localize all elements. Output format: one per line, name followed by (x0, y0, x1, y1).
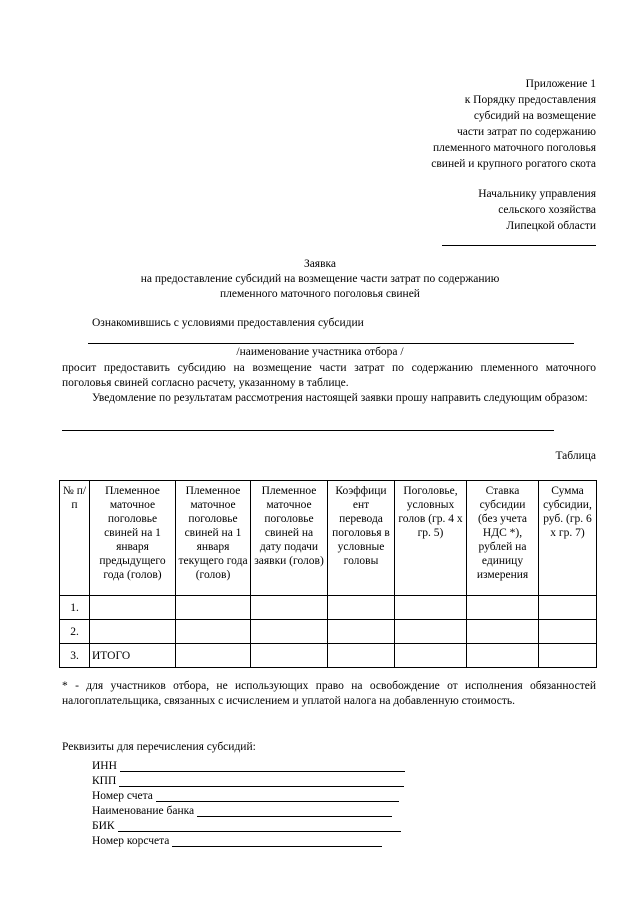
table-cell[interactable] (395, 596, 467, 620)
addressee-line: Начальнику управления (478, 188, 596, 200)
corr-account-input-line[interactable] (172, 835, 382, 847)
column-header: Поголовье, условных голов (гр. 4 х гр. 5) (395, 481, 467, 596)
appendix-line: к Порядку предоставления (464, 94, 596, 106)
table-cell[interactable] (176, 596, 251, 620)
table-cell[interactable] (328, 644, 395, 668)
notice-paragraph: Уведомление по результатам рассмотрения настоящей заявки прошу направить следующим образом: (92, 392, 588, 404)
appendix-line: свиней и крупного рогатого скота (431, 158, 596, 170)
addressee-name-line (442, 241, 596, 246)
addressee-line: сельского хозяйства (498, 204, 596, 216)
subsidy-calculation-table (59, 480, 597, 668)
request-paragraph: просит предоставить субсидию на возмещение части затрат по содержанию племенного маточного поголовья свиней согласно расчету, указанному в таблице. (62, 362, 596, 389)
table-cell[interactable] (539, 596, 597, 620)
appendix-line: части затрат по содержанию (457, 126, 596, 138)
requisite-label: Наименование банка (92, 805, 195, 817)
table-cell[interactable] (176, 620, 251, 644)
row-number: 1. (60, 596, 90, 620)
requisite-bik (92, 817, 401, 832)
title-line: на предоставление субсидий на возмещение части затрат по содержанию (140, 273, 500, 285)
bik-input-line[interactable] (118, 820, 401, 832)
addressee-line: Липецкой области (506, 220, 596, 232)
column-header: Племенное маточное поголовье свиней на 1 января текущего года (голов) (176, 481, 251, 596)
table-cell[interactable] (395, 644, 467, 668)
kpp-input-line[interactable] (119, 775, 404, 787)
participant-name-caption: /наименование участника отбора / (236, 346, 404, 358)
requisite-corr-account (92, 832, 382, 847)
table-cell[interactable] (251, 644, 328, 668)
appendix-line: Приложение 1 (525, 78, 596, 90)
table-cell[interactable] (395, 620, 467, 644)
table-header-row (60, 481, 597, 596)
requisite-label: Номер счета (92, 790, 153, 802)
account-input-line[interactable] (156, 790, 399, 802)
familiar-text: Ознакомившись с условиями предоставления субсидии (92, 317, 364, 329)
title-line: племенного маточного поголовья свиней (220, 288, 420, 300)
table-cell[interactable] (539, 620, 597, 644)
column-header: Ставка субсидии (без учета НДС *), рублей на единицу измерения (467, 481, 539, 596)
total-label: ИТОГО (90, 644, 176, 668)
bank-input-line[interactable] (197, 805, 392, 817)
requisite-label: Номер корсчета (92, 835, 170, 847)
notice-method-line (62, 430, 554, 431)
table-cell[interactable] (90, 596, 176, 620)
column-header: Племенное маточное поголовье свиней на 1 января предыдущего года (голов) (90, 481, 176, 596)
table-cell[interactable] (467, 644, 539, 668)
table-cell[interactable] (328, 620, 395, 644)
column-header: Сумма субсидии, руб. (гр. 6 х гр. 7) (539, 481, 597, 596)
title-heading: Заявка (303, 258, 337, 270)
requisite-label: КПП (92, 775, 117, 787)
appendix-header (431, 76, 596, 246)
table-row (60, 620, 597, 644)
column-header: № п/п (60, 481, 90, 596)
table-total-row (60, 644, 597, 668)
requisite-inn (92, 757, 405, 772)
table-cell[interactable] (467, 620, 539, 644)
document-title (0, 257, 640, 302)
column-header: Коэффици ент перевода поголовья в условные головы (328, 481, 395, 596)
appendix-line: субсидий на возмещение (473, 110, 596, 122)
requisite-kpp (92, 772, 404, 787)
table-cell[interactable] (251, 620, 328, 644)
table-cell[interactable] (328, 596, 395, 620)
inn-input-line[interactable] (120, 760, 405, 772)
participant-name-line (88, 343, 574, 344)
column-header: Племенное маточное поголовье свиней на дату подачи заявки (голов) (251, 481, 328, 596)
table-cell[interactable] (539, 644, 597, 668)
appendix-line: племенного маточного поголовья (433, 142, 596, 154)
row-number: 3. (60, 644, 90, 668)
table-row (60, 596, 597, 620)
table-caption: Таблица (555, 450, 596, 462)
table-cell[interactable] (251, 596, 328, 620)
row-number: 2. (60, 620, 90, 644)
table-cell[interactable] (467, 596, 539, 620)
vat-footnote: * - для участников отбора, не использующих право на освобождение от исполнения обязанностей налогоплательщика, связанных с исчислением и уплатой налога на добавленную стоимость. (62, 680, 596, 707)
requisite-account (92, 787, 399, 802)
requisite-label: БИК (92, 820, 115, 832)
requisite-label: ИНН (92, 760, 117, 772)
table-cell[interactable] (90, 620, 176, 644)
requisite-bank (92, 802, 392, 817)
requisites-title: Реквизиты для перечисления субсидий: (62, 741, 256, 753)
table-cell[interactable] (176, 644, 251, 668)
